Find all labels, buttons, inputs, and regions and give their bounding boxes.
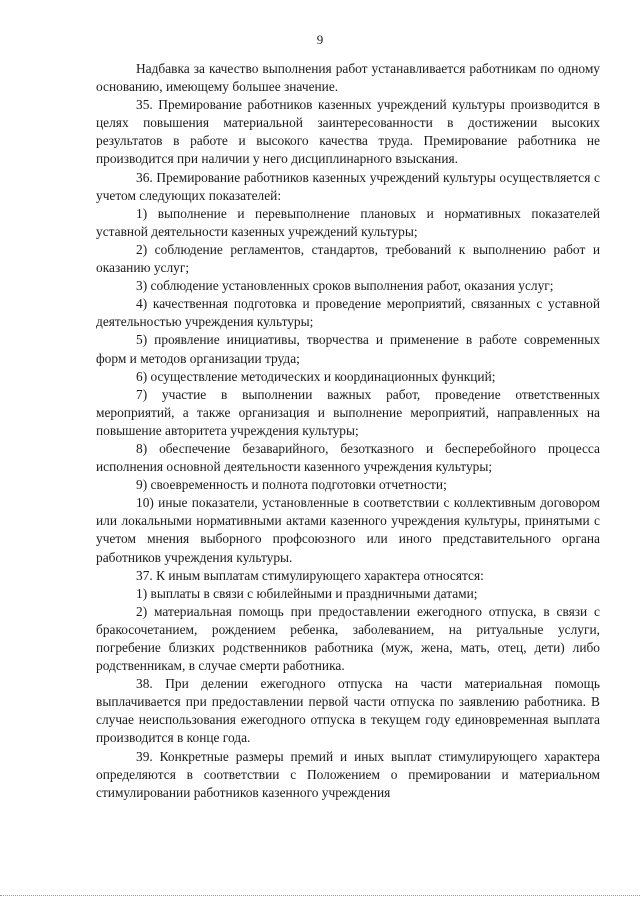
paragraph-39: 39. Конкретные размеры премий и иных выплат стимулирующего характера определяются в соответствии с Положением о премировании и материальном стимулировании работников казенного учреждения: [96, 748, 600, 800]
paragraph-36: 36. Премирование работников казенных учреждений культуры осуществляется с учетом следующих показателей:: [96, 169, 600, 203]
document-body: [96, 60, 600, 802]
list-item-36-1: 1) выполнение и перевыполнение плановых и нормативных показателей уставной деятельности казенных учреждений культуры;: [96, 205, 600, 239]
list-item-37-1: 1) выплаты в связи с юбилейными и праздничными датами;: [136, 585, 478, 601]
paragraph-bonus-quality: Надбавка за качество выполнения работ устанавливается работникам по одному основанию, имеющему большее значение.: [96, 61, 600, 95]
list-item-36-2: 2) соблюдение регламентов, стандартов, требований к выполнению работ и оказанию услуг;: [96, 241, 600, 276]
list-item-36-3: 3) соблюдение установленных сроков выполнения работ, оказания услуг;: [136, 278, 554, 294]
list-item-36-7: 7) участие в выполнении важных работ, проведение ответственных мероприятий, а также организация и выполнение мероприятий, направленных на повышение авторитета учреждения культуры;: [96, 386, 600, 438]
paragraph-38: 38. При делении ежегодного отпуска на части материальная помощь выплачивается при предоставлении первой части отпуска по заявлению работника. В случае неиспользования ежегодного отпуска в текущем году единовременная выплата производится в конце года.: [96, 676, 600, 746]
paragraph-37: 37. К иным выплатам стимулирующего характера относятся:: [136, 567, 484, 583]
list-item-36-5: 5) проявление инициативы, творчества и применение в работе современных форм и методов организации труда;: [96, 332, 600, 366]
list-item-36-4: 4) качественная подготовка и проведение мероприятий, связанных с уставной деятельностью учреждения культуры;: [96, 296, 600, 330]
list-item-37-2: 2) материальная помощь при предоставлении ежегодного отпуска, в связи с бракосочетанием, рождением ребенка, заболеванием, на ритуальные услуги, погребение близких родственников работника (муж, жена, мать, отец, дети) либо родственникам, в случае смерти работника.: [96, 603, 600, 674]
page-number: 9: [316, 32, 324, 47]
list-item-36-9: 9) своевременность и полнота подготовки отчетности;: [136, 477, 447, 493]
paragraph-35: 35. Премирование работников казенных учреждений культуры производится в целях повышения материальной заинтересованности в достижении высоких результатов в работе и высокого качества труда. Премирование работника не производится при наличии у него дисциплинарного взыскания.: [96, 97, 600, 167]
list-item-36-6: 6) осуществление методических и координационных функций;: [136, 368, 496, 384]
list-item-36-8: 8) обеспечение безаварийного, безотказного и бесперебойного процесса исполнения основной деятельности казенного учреждения культуры;: [96, 440, 600, 475]
list-item-36-10: 10) иные показатели, установленные в соответствии с коллективным договором или локальными нормативными актами казенного учреждения культуры, принятыми с учетом мнения выборного профсоюзного или иного представительного органа работников учреждения культуры.: [96, 495, 600, 565]
bottom-scan-line: [0, 895, 640, 896]
